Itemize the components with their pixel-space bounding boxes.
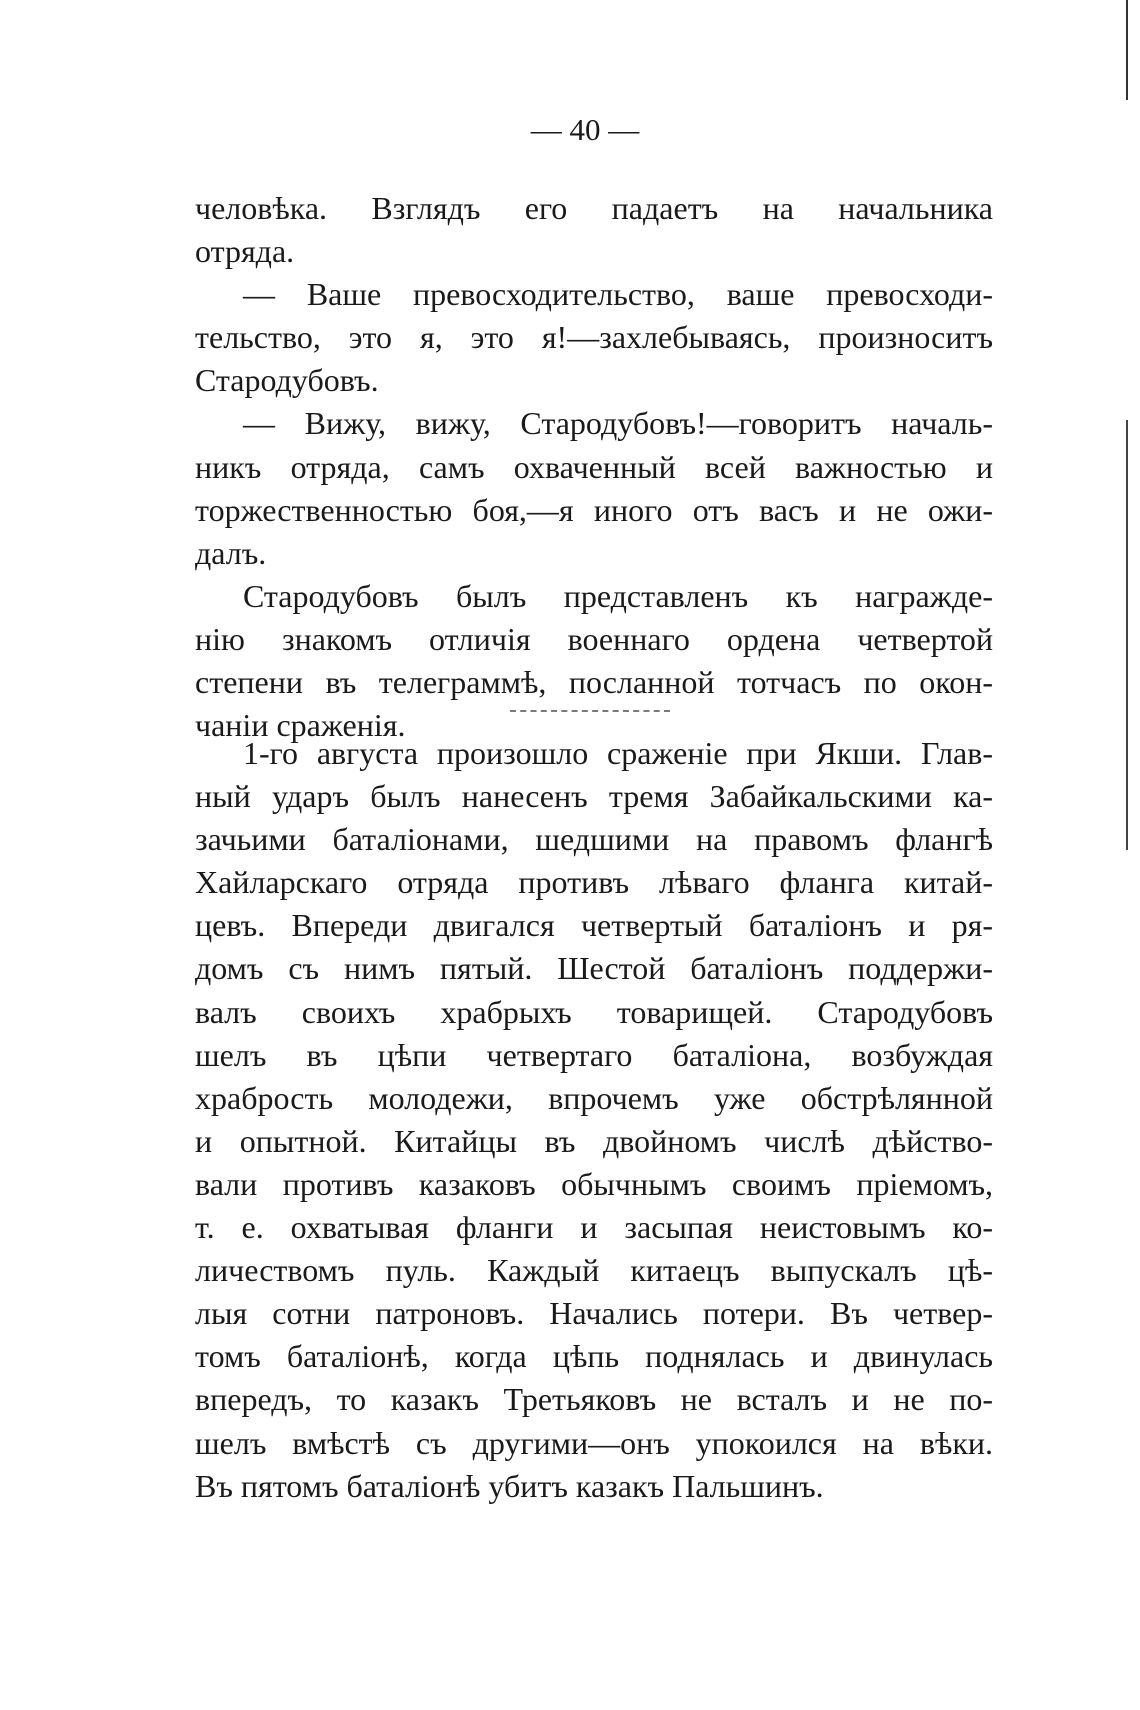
text-line: степени въ телеграммѣ, посланной тотчасъ по окон- (195, 664, 993, 701)
text-line: никъ отряда, самъ охваченный всей важностью и (195, 448, 993, 485)
paragraph (195, 402, 993, 574)
text-line: зачьими баталіонами, шедшими на правомъ флангѣ (195, 821, 993, 858)
text-line: Хайларскаго отряда противъ лѣваго фланга китай- (195, 864, 993, 901)
text-line: храбрость молодежи, впрочемъ уже обстрѣлянной (195, 1079, 993, 1116)
text-line: — Ваше превосходительство, ваше превосходи- (243, 276, 993, 313)
paragraph (195, 732, 993, 1508)
text-line: тельство, это я, это я!—захлебываясь, произноситъ (195, 319, 993, 356)
text-line: томъ баталіонѣ, когда цѣпь поднялась и двинулась (195, 1338, 993, 1375)
text-line: человѣка. Взглядъ его падаетъ на начальника (195, 190, 993, 226)
text-line: — Вижу, вижу, Стародубовъ!—говоритъ началь- (243, 405, 993, 442)
text-block-lower (195, 732, 993, 1508)
text-line: Въ пятомъ баталіонѣ убитъ казакъ Пальшинъ. (195, 1467, 824, 1504)
text-line: Стародубовъ. (195, 362, 379, 399)
text-line: впередъ, то казакъ Третьяковъ не всталъ и не по- (195, 1381, 993, 1418)
text-line: торжественностью боя,—я иного отъ васъ и не ожи- (195, 491, 993, 528)
text-line: 1-го августа произошло сраженіе при Якши. Глав- (243, 735, 993, 771)
text-line: далъ. (195, 534, 267, 571)
text-line: шелъ вмѣстѣ съ другими—онъ упокоился на вѣки. (195, 1424, 993, 1461)
text-line: Стародубовъ былъ представленъ къ награжде- (243, 577, 993, 614)
scan-edge-mark (1126, 0, 1128, 100)
scan-edge-mark (1126, 420, 1128, 850)
text-line: т. е. охватывая фланги и засыпая неистовымъ ко- (195, 1209, 993, 1246)
text-line: домъ съ нимъ пятый. Шестой баталіонъ поддержи- (195, 950, 993, 987)
paragraph (195, 273, 993, 402)
text-block-upper (195, 187, 993, 747)
text-line: нію знакомъ отличія военнаго ордена четвертой (195, 620, 993, 657)
text-line: чаніи сраженія. (195, 707, 406, 744)
paragraph (195, 187, 993, 273)
text-line: и опытной. Китайцы въ двойномъ числѣ дѣйство- (195, 1122, 993, 1159)
text-line: цевъ. Впереди двигался четвертый баталіонъ и ря- (195, 907, 993, 944)
text-line: ный ударъ былъ нанесенъ тремя Забайкальскими ка- (195, 778, 993, 815)
text-line: валъ своихъ храбрыхъ товарищей. Стародубовъ (195, 993, 993, 1030)
paragraph (195, 575, 993, 747)
page-number: — 40 — (530, 112, 640, 147)
section-separator (510, 710, 670, 712)
text-line: личествомъ пуль. Каждый китаецъ выпускалъ цѣ- (195, 1252, 993, 1289)
text-line: вали противъ казаковъ обычнымъ своимъ пріемомъ, (195, 1165, 993, 1202)
text-line: шелъ въ цѣпи четвертаго баталіона, возбуждая (195, 1036, 993, 1073)
text-line: лыя сотни патроновъ. Начались потери. Въ четвер- (195, 1295, 993, 1332)
text-line: отряда. (195, 233, 295, 270)
